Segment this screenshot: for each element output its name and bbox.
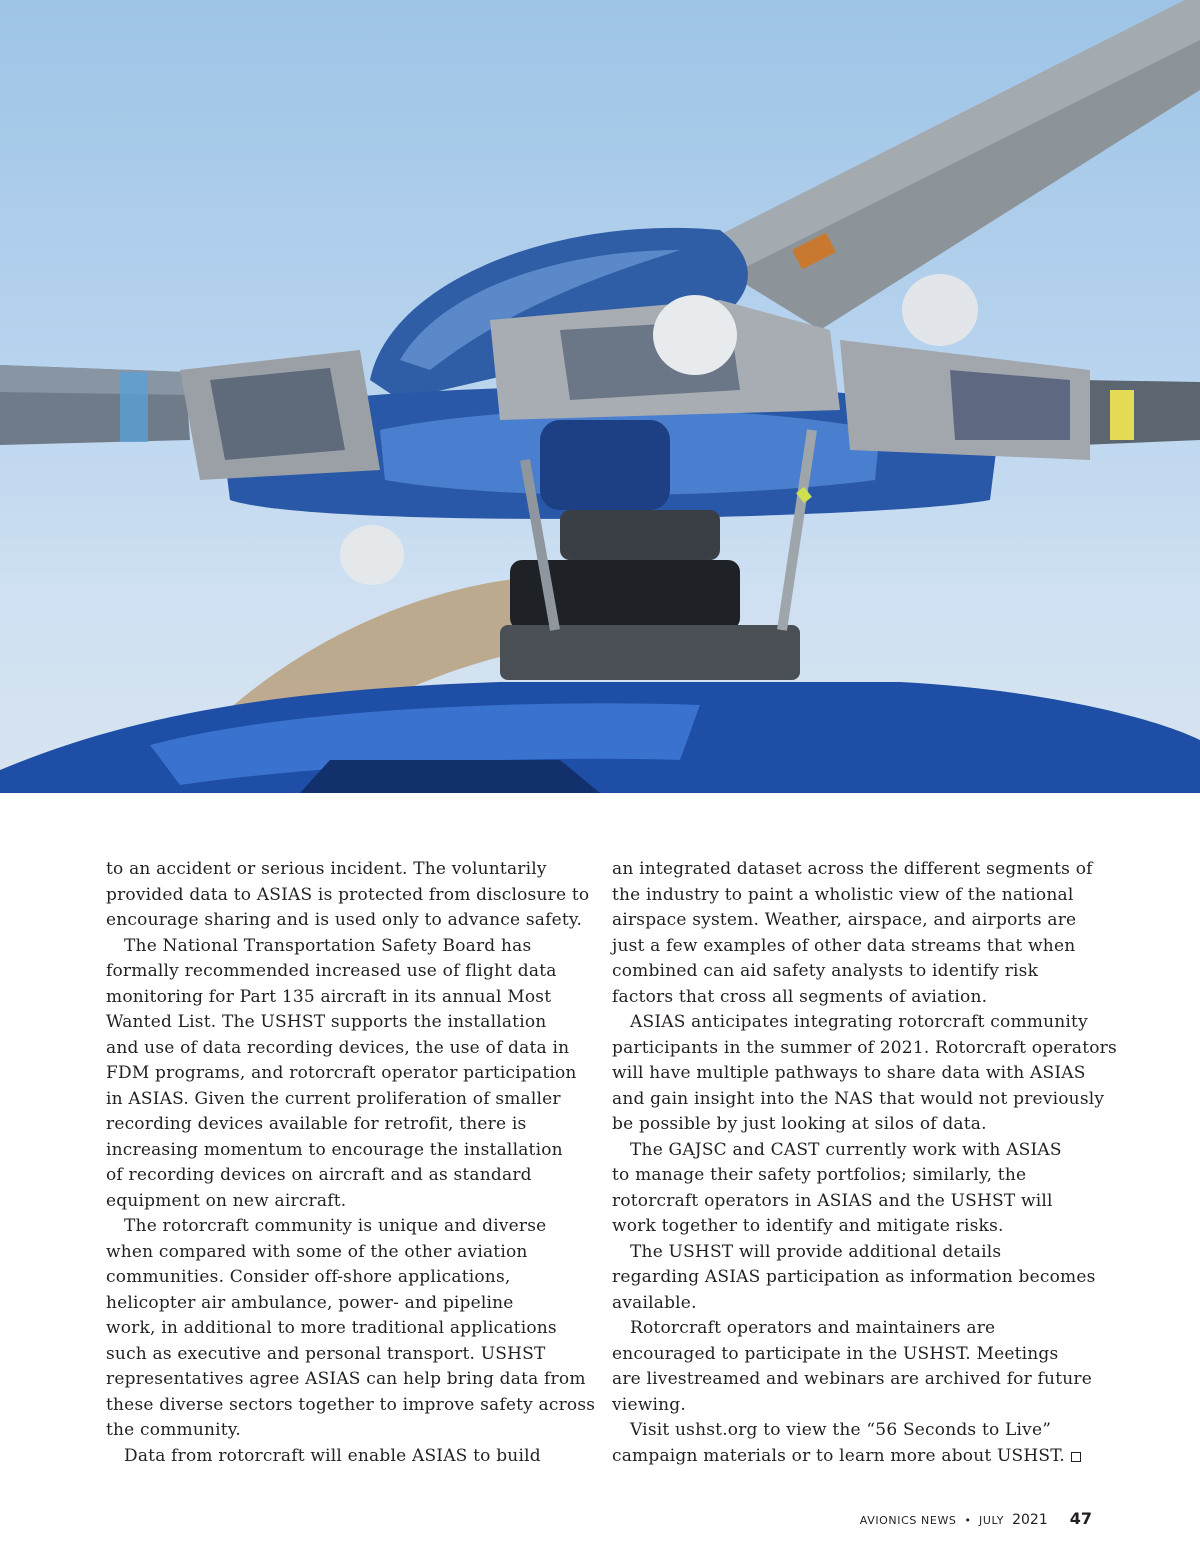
paragraph-line: communities. Consider off-shore applications, (106, 1267, 511, 1287)
paragraph-line: monitoring for Part 135 aircraft in its annual Most (106, 986, 552, 1007)
paragraph-line: airspace system. Weather, airspace, and airports are (612, 910, 1077, 930)
paragraph-line: Data from rotorcraft will enable ASIAS to build (124, 1445, 541, 1466)
paragraph-line: provided data to ASIAS is protected from disclosure to (106, 884, 590, 905)
paragraph-line: rotorcraft operators in ASIAS and the USHST will (612, 1190, 1053, 1211)
paragraph-line: ASIAS anticipates integrating rotorcraft community (630, 1012, 1088, 1032)
paragraph-line: are livestreamed and webinars are archived for future (612, 1369, 1092, 1389)
paragraph-line: The USHST will provide additional details (630, 1241, 1002, 1262)
paragraph-line: an integrated dataset across the different segments of (612, 859, 1093, 879)
paragraph-line: such as executive and personal transport. USHST (106, 1343, 546, 1364)
paragraph-line: representatives agree ASIAS can help bring data from (106, 1369, 586, 1389)
paragraph-line: The National Transportation Safety Board has (124, 935, 532, 956)
article-column-left (106, 857, 596, 1469)
footer-separator: • (964, 1514, 971, 1527)
paragraph-line: helicopter air ambulance, power- and pipeline (106, 1292, 514, 1313)
paragraph-line: in ASIAS. Given the current proliferation of smaller (106, 1088, 561, 1109)
paragraph-line: work, in additional to more traditional applications (106, 1318, 557, 1338)
paragraph-line: equipment on new aircraft. (106, 1190, 347, 1211)
publication-name: AVIONICS NEWS (859, 1514, 957, 1527)
paragraph-line: these diverse sectors together to improve safety across (106, 1394, 596, 1415)
paragraph-line: to manage their safety portfolios; similarly, the (612, 1165, 1027, 1185)
paragraph-line: increasing momentum to encourage the installation (106, 1139, 563, 1160)
paragraph-line: to an accident or serious incident. The voluntarily (106, 859, 547, 879)
paragraph-line: will have multiple pathways to share data with ASIAS (612, 1063, 1086, 1083)
paragraph-line: be possible by just looking at silos of data. (612, 1114, 987, 1134)
paragraph-line: The GAJSC and CAST currently work with ASIAS (630, 1139, 1062, 1160)
paragraph-line: recording devices available for retrofit, there is (106, 1114, 527, 1134)
paragraph-line: combined can aid safety analysts to identify risk (612, 961, 1039, 981)
paragraph-line: Visit ushst.org to view the “56 Seconds to Live” (630, 1420, 1052, 1440)
paragraph-line: of recording devices on aircraft and as standard (106, 1165, 532, 1185)
paragraph-line: viewing. (612, 1394, 686, 1415)
paragraph-line: Rotorcraft operators and maintainers are (630, 1318, 996, 1338)
paragraph-line-text: campaign materials or to learn more about USHST. (612, 1445, 1065, 1466)
paragraph-line: Wanted List. The USHST supports the installation (106, 1012, 547, 1032)
paragraph-line: factors that cross all segments of aviation. (612, 986, 988, 1007)
paragraph-line: and gain insight into the NAS that would not previously (612, 1088, 1105, 1109)
issue-month: JULY (979, 1514, 1005, 1527)
paragraph-line-last (612, 1444, 1090, 1470)
paragraph-line: available. (612, 1292, 697, 1313)
paragraph-line: encouraged to participate in the USHST. Meetings (612, 1343, 1059, 1364)
paragraph-line: encourage sharing and is used only to advance safety. (106, 910, 583, 930)
paragraph-line: work together to identify and mitigate risks. (612, 1216, 1004, 1236)
paragraph-line: just a few examples of other data streams that when (612, 935, 1076, 956)
paragraph-line: when compared with some of the other aviation (106, 1241, 528, 1262)
issue-year: 2021 (1012, 1512, 1048, 1528)
paragraph-line: the community. (106, 1420, 241, 1440)
paragraph-line: The rotorcraft community is unique and diverse (124, 1216, 547, 1236)
paragraph-line: the industry to paint a wholistic view of the national (612, 884, 1074, 905)
page-footer (860, 1509, 1092, 1528)
paragraph-line: FDM programs, and rotorcraft operator participation (106, 1063, 577, 1083)
paragraph-line: formally recommended increased use of flight data (106, 961, 557, 981)
end-of-article-square-icon (1071, 1452, 1081, 1462)
page-number: 47 (1069, 1509, 1092, 1528)
paragraph-line: and use of data recording devices, the use of data in (106, 1037, 570, 1058)
article-column-right (612, 857, 1117, 1469)
paragraph-line: regarding ASIAS participation as information becomes (612, 1267, 1096, 1287)
paragraph-line: participants in the summer of 2021. Rotorcraft operators (612, 1037, 1117, 1058)
